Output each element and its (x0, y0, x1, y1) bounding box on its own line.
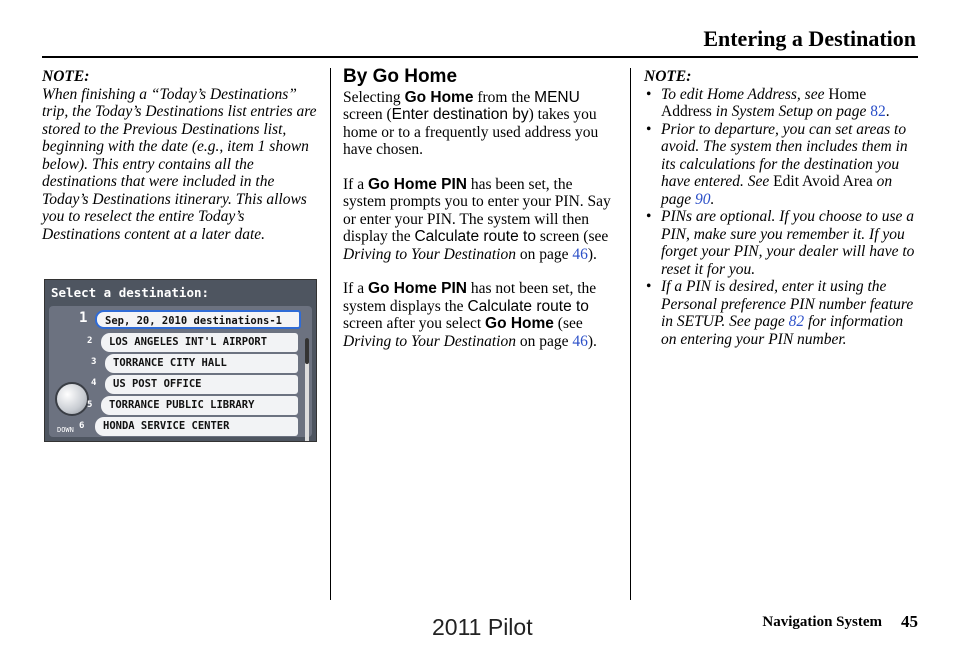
header-divider (42, 56, 918, 58)
column-divider-1 (330, 68, 331, 600)
item-number: 5 (87, 400, 93, 410)
paragraph-3: If a Go Home PIN has not been set, the system displays the Calculate route to screen after you select Go Home (see Driving to Your Destination on page 46). (343, 280, 597, 350)
page-link-90[interactable]: 90 (695, 190, 711, 208)
destination-item-2[interactable]: LOS ANGELES INT'L AIRPORT (101, 333, 298, 352)
note-item: • To edit Home Address, see Home Address in System Setup on page 82. (644, 86, 920, 121)
page-link-82[interactable]: 82 (870, 103, 886, 120)
notes-list (644, 86, 920, 349)
page-link-46[interactable]: 46 (572, 332, 588, 350)
paragraph-1: Selecting Go Home from the MENU screen (Enter destination by) takes you home or to a frequently used address you have chosen. (343, 88, 599, 158)
page-number: 45 (901, 612, 918, 631)
item-number: 2 (87, 336, 93, 346)
note-item: • Prior to departure, you can set areas to avoid. The system then includes them in its calculations for the destination you have entered. See Edit Avoid Area on page 90. (644, 121, 920, 209)
screen-title: Select a destination: (51, 285, 210, 300)
column-divider-2 (630, 68, 631, 600)
destination-list-panel (49, 306, 312, 437)
note-item: • PINs are optional. If you choose to use a PIN, make sure you remember it. If you forget your PIN, your dealer will have to reset it for you. (644, 208, 920, 278)
page-link-82[interactable]: 82 (788, 313, 805, 330)
note-label: NOTE: (644, 68, 692, 85)
item-number: 4 (91, 378, 97, 388)
page-link-46[interactable]: 46 (572, 245, 588, 263)
page-title: Entering a Destination (703, 26, 916, 51)
right-column (644, 68, 920, 348)
footer-section-name: Navigation System (762, 614, 882, 630)
middle-column (343, 68, 619, 367)
navigation-screen-image (44, 279, 317, 442)
note-text: When finishing a “Today’s Destinations” trip, the Today’s Destinations list entries are stored to the Previous Destinations list, beginning with the date (e.g., item 1 shown below). This entry contains all the destinations that were included in the Today’s Destinations itinerary. This allows you to reselect the entire Today’s Destinations content at a later date. (42, 85, 317, 243)
destination-item-1[interactable]: Sep, 20, 2010 destinations-1 (95, 310, 301, 329)
note-label: NOTE: (42, 68, 90, 85)
item-number: 3 (91, 357, 97, 367)
destination-item-5[interactable]: TORRANCE PUBLIC LIBRARY (101, 396, 298, 415)
note-item: • If a PIN is desired, enter it using the Personal preference PIN number feature in SETUP. See page 82 for information on entering your PIN number. (644, 278, 920, 348)
destination-item-6[interactable]: HONDA SERVICE CENTER (95, 417, 298, 436)
scrollbar-thumb[interactable] (305, 338, 309, 364)
destination-item-4[interactable]: US POST OFFICE (105, 375, 298, 394)
watermark-text: 2011 Pilot (432, 614, 533, 640)
item-number: 1 (79, 310, 88, 326)
down-label: DOWN (57, 426, 74, 434)
item-number: 6 (79, 421, 85, 431)
section-heading: By Go Home (343, 66, 458, 87)
joystick-knob-icon (55, 382, 89, 416)
destination-item-3[interactable]: TORRANCE CITY HALL (105, 354, 298, 373)
left-column (42, 68, 320, 243)
paragraph-2: If a Go Home PIN has been set, the system prompts you to enter your PIN. Say or enter your PIN. The system will then display the Calculate route to screen (see Driving to Your Destination on page 46). (343, 175, 611, 263)
